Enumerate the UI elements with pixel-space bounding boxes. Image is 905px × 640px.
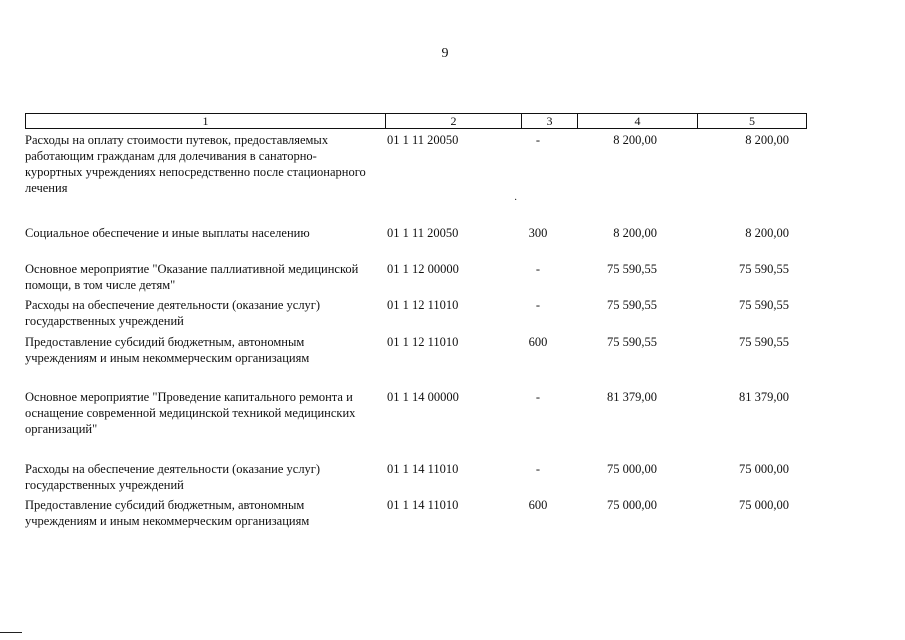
row-kind: 600 xyxy=(528,498,548,512)
row-value-4: 75 590,55 xyxy=(607,298,657,312)
scan-edge-mark xyxy=(0,632,22,633)
row-code: 01 1 14 00000 xyxy=(387,390,459,404)
row-value-4: 81 379,00 xyxy=(607,390,657,404)
header-col-2: 2 xyxy=(386,114,522,128)
row-name: Основное мероприятие "Оказание паллиативной медицинской помощи, в том числе детям" xyxy=(25,262,359,292)
row-kind: 600 xyxy=(528,335,548,349)
row-name: Предоставление субсидий бюджетным, автономным учреждениям и иным некоммерческим организациям xyxy=(25,335,310,365)
row-name: Социальное обеспечение и иные выплаты населению xyxy=(25,226,310,240)
header-col-4: 4 xyxy=(578,114,698,128)
row-name: Расходы на обеспечение деятельности (оказание услуг) государственных учреждений xyxy=(25,462,321,492)
row-name: Расходы на оплату стоимости путевок, предоставляемых работающим гражданам для долечивания в санаторно-курортных учреждениях непосредственно после стационарного лечения xyxy=(25,133,366,195)
row-value-4: 8 200,00 xyxy=(613,133,657,147)
row-kind: - xyxy=(535,262,541,276)
row-value-5: 75 000,00 xyxy=(739,498,789,512)
row-name: Основное мероприятие "Проведение капитального ремонта и оснащение современной медицинской техникой медицинских организаций" xyxy=(25,390,356,436)
row-kind: - xyxy=(535,462,541,476)
row-value-4: 75 590,55 xyxy=(607,262,657,276)
row-value-5: 75 590,55 xyxy=(739,298,789,312)
row-code: 01 1 14 11010 xyxy=(387,498,459,512)
row-code: 01 1 11 20050 xyxy=(387,133,459,147)
row-kind: 300 xyxy=(528,226,548,240)
header-col-1: 1 xyxy=(26,114,386,128)
row-name: Предоставление субсидий бюджетным, автономным учреждениям и иным некоммерческим организациям xyxy=(25,498,310,528)
page-number: 9 xyxy=(441,46,449,61)
row-kind: - xyxy=(535,133,541,147)
row-code: 01 1 14 11010 xyxy=(387,462,459,476)
row-value-5: 8 200,00 xyxy=(745,133,789,147)
row-kind: - xyxy=(535,390,541,404)
row-value-5: 75 000,00 xyxy=(739,462,789,476)
row-name: Расходы на обеспечение деятельности (оказание услуг) государственных учреждений xyxy=(25,298,321,328)
row-code: 01 1 12 11010 xyxy=(387,335,459,349)
row-code: 01 1 11 20050 xyxy=(387,226,459,240)
stray-dot: · xyxy=(514,195,518,206)
header-col-3: 3 xyxy=(522,114,578,128)
row-value-5: 75 590,55 xyxy=(739,262,789,276)
row-value-4: 75 000,00 xyxy=(607,462,657,476)
row-code: 01 1 12 11010 xyxy=(387,298,459,312)
row-kind: - xyxy=(535,298,541,312)
row-value-4: 75 590,55 xyxy=(607,335,657,349)
row-value-4: 8 200,00 xyxy=(613,226,657,240)
row-value-5: 8 200,00 xyxy=(745,226,789,240)
row-value-4: 75 000,00 xyxy=(607,498,657,512)
row-value-5: 75 590,55 xyxy=(739,335,789,349)
header-col-5: 5 xyxy=(749,114,755,128)
row-code: 01 1 12 00000 xyxy=(387,262,459,276)
table-header xyxy=(25,113,807,129)
row-value-5: 81 379,00 xyxy=(739,390,789,404)
